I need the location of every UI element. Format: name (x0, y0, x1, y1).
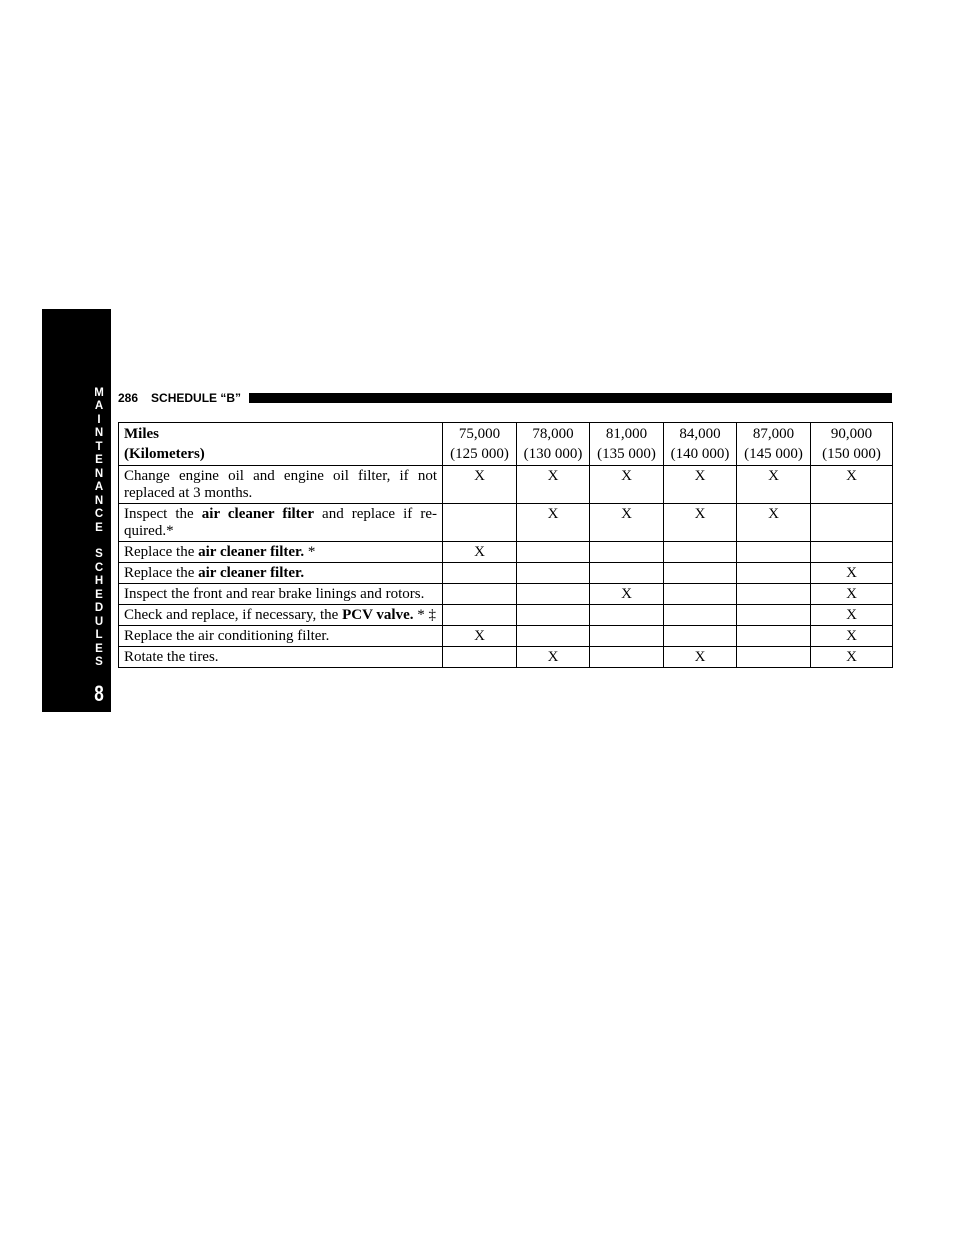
interval-km: (135 000) (597, 446, 656, 462)
side-letter: S (95, 656, 103, 669)
service-mark (590, 647, 664, 668)
task-text-bold: PCV valve. (342, 607, 414, 623)
side-letter: E (95, 454, 103, 467)
service-mark (443, 504, 517, 542)
page-number: 286 (118, 391, 139, 405)
interval-column-header (517, 423, 590, 466)
service-mark (590, 626, 664, 647)
task-text: Inspect the front and rear brake linings and rotors. (124, 586, 425, 602)
service-mark (664, 626, 737, 647)
service-mark (517, 542, 590, 563)
section-title: SCHEDULE “B” (151, 391, 242, 405)
task-description (119, 466, 443, 504)
task-text-bold: air cleaner filter (201, 506, 314, 522)
service-mark: X (443, 542, 517, 563)
table-row (119, 504, 893, 542)
table-row (119, 647, 893, 668)
table-row (119, 584, 893, 605)
service-mark: X (517, 647, 590, 668)
interval-miles: 87,000 (752, 426, 795, 442)
service-mark (590, 542, 664, 563)
service-mark: X (517, 504, 590, 542)
task-description (119, 563, 443, 584)
task-text: and replace if re-quired.* (124, 506, 438, 539)
service-mark: X (811, 584, 893, 605)
interval-km: (150 000) (822, 446, 881, 462)
task-description (119, 626, 443, 647)
task-text: Check and replace, if necessary, the (124, 607, 343, 623)
table-row (119, 466, 893, 504)
side-letter: N (94, 427, 104, 440)
service-mark: X (664, 647, 737, 668)
interval-miles: 78,000 (532, 426, 574, 442)
service-mark: X (811, 605, 893, 626)
table-header-row (119, 423, 893, 466)
service-mark (737, 605, 811, 626)
service-mark (443, 584, 517, 605)
task-text: Change engine oil and engine oil filter, if not replaced at 3 months. (124, 468, 437, 501)
mileage-label-header (119, 423, 443, 466)
service-mark (517, 605, 590, 626)
service-mark: X (737, 466, 811, 504)
table-row (119, 605, 893, 626)
interval-column-header (590, 423, 664, 466)
task-description (119, 542, 443, 563)
task-text: * (304, 544, 316, 560)
side-letter: S (95, 548, 103, 561)
interval-miles: 90,000 (830, 426, 873, 442)
service-mark: X (811, 626, 893, 647)
service-mark (737, 647, 811, 668)
table-row (119, 563, 893, 584)
task-description (119, 584, 443, 605)
side-letter: T (95, 440, 103, 453)
side-letter: H (94, 575, 104, 588)
side-letter: U (94, 615, 104, 628)
task-description (119, 605, 443, 626)
service-mark: X (517, 466, 590, 504)
service-mark (664, 542, 737, 563)
service-mark (517, 563, 590, 584)
task-description (119, 504, 443, 542)
service-mark (737, 542, 811, 563)
side-letter: M (94, 387, 104, 399)
side-letter: N (94, 494, 104, 507)
service-mark: X (590, 504, 664, 542)
side-letter: C (94, 561, 104, 574)
table-row (119, 542, 893, 563)
side-letter: E (95, 642, 103, 655)
interval-miles: 84,000 (679, 426, 721, 442)
service-mark (664, 584, 737, 605)
service-mark (811, 542, 893, 563)
service-mark: X (811, 647, 893, 668)
side-letter: D (94, 602, 104, 615)
task-text: Inspect the (124, 506, 202, 522)
interval-column-header (664, 423, 737, 466)
interval-km: (145 000) (744, 446, 803, 462)
interval-km: (125 000) (450, 446, 509, 462)
interval-km: (130 000) (523, 446, 583, 462)
service-mark (590, 605, 664, 626)
task-text-bold: air cleaner filter. (198, 565, 305, 581)
kilometers-label: (Kilometers) (124, 446, 205, 462)
interval-column-header (443, 423, 517, 466)
service-mark (811, 504, 893, 542)
interval-miles: 75,000 (458, 426, 501, 442)
chapter-number: 8 (94, 681, 104, 706)
chapter-side-label (88, 387, 110, 670)
task-text: Replace the (124, 565, 199, 581)
service-mark: X (590, 584, 664, 605)
side-letter: E (95, 588, 103, 601)
service-mark: X (664, 504, 737, 542)
miles-label: Miles (124, 426, 159, 442)
service-mark: X (590, 466, 664, 504)
task-text: Replace the (124, 544, 199, 560)
side-letter: A (94, 481, 104, 494)
service-mark: X (443, 626, 517, 647)
service-mark (443, 647, 517, 668)
task-text-bold: air cleaner filter. (198, 544, 305, 560)
header-rule (249, 393, 892, 403)
service-mark (443, 605, 517, 626)
service-mark (664, 563, 737, 584)
service-mark (517, 626, 590, 647)
side-letter: L (95, 629, 103, 642)
task-text: Rotate the tires. (124, 649, 219, 665)
task-description (119, 647, 443, 668)
side-letter: C (94, 508, 104, 521)
service-mark (443, 563, 517, 584)
task-text: Replace the air conditioning filter. (124, 628, 330, 644)
interval-km: (140 000) (670, 446, 730, 462)
task-text: * ‡ (413, 607, 436, 623)
service-mark: X (443, 466, 517, 504)
maintenance-schedule-table (118, 422, 893, 668)
service-mark: X (664, 466, 737, 504)
interval-column-header (737, 423, 811, 466)
service-mark (517, 584, 590, 605)
side-letter: A (94, 400, 104, 413)
service-mark: X (737, 504, 811, 542)
side-letter: N (94, 467, 104, 480)
page-header (118, 390, 892, 406)
service-mark (664, 605, 737, 626)
interval-miles: 81,000 (605, 426, 648, 442)
side-letter: I (97, 413, 101, 426)
interval-column-header (811, 423, 893, 466)
table-row (119, 626, 893, 647)
service-mark (590, 563, 664, 584)
service-mark (737, 584, 811, 605)
side-letter: E (95, 521, 103, 534)
service-mark: X (811, 563, 893, 584)
service-mark: X (811, 466, 893, 504)
service-mark (737, 626, 811, 647)
service-mark (737, 563, 811, 584)
